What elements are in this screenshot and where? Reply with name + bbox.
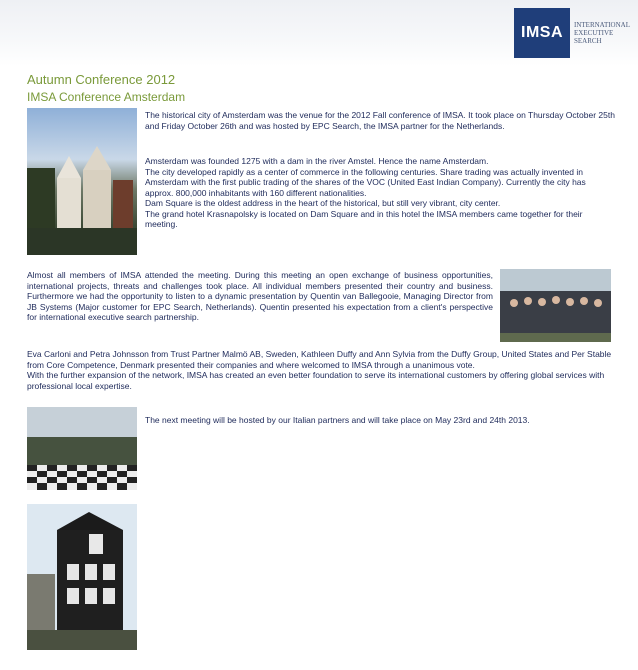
logo-tagline-line: INTERNATIONAL [574, 21, 630, 29]
new-members-paragraph [27, 349, 612, 391]
logo-mark: IMSA [514, 8, 570, 58]
hall-illustration [27, 407, 137, 490]
group-photo [500, 269, 611, 342]
hotel-hall-photo [27, 407, 137, 490]
amsterdam-line: The city developed rapidly as a center of commerce in the following centuries. Share trading was actually invented in Amsterdam with the first public trading of the shares of the VOC (United East Indian Company). Currently the city has approx. 800,000 inhabitants with 160 different nationalities. [145, 166, 586, 198]
new-members-line: Eva Carloni and Petra Johnsson from Trust Partner Malmö AB, Sweden, Kathleen Duffy and Ann Sylvia from the Duffy Group, United States and Per Stable from Core Competence, Denmark presented their companies and where welcomed to IMSA through a unanimous vote. [27, 349, 612, 370]
amsterdam-line: Amsterdam was founded 1275 with a dam in the river Amstel. Hence the name Amsterdam. [145, 156, 489, 166]
page-title: Autumn Conference 2012 [27, 72, 176, 87]
new-members-line: With the further expansion of the network, IMSA has created an even better foundation to serve its international customers by offering global services with professional local expertise. [27, 370, 605, 391]
intro-paragraph: The historical city of Amsterdam was the venue for the 2012 Fall conference of IMSA. It took place on Thursday October 25th and Friday October 26th and was hosted by EPC Search, the IMSA partner for the Netherlands. [145, 110, 615, 131]
amsterdam-paragraph [145, 156, 615, 230]
amsterdam-line: Dam Square is the oldest address in the heart of the historical, but still very vibrant, city center. [145, 198, 501, 208]
page-subtitle: IMSA Conference Amsterdam [27, 90, 186, 104]
amsterdam-houses-photo [27, 108, 137, 255]
meeting-paragraph: Almost all members of IMSA attended the meeting. During this meeting an open exchange of business opportunities, international projects, threats and challenges took place. All individual members presented their country and business. Furthermore we had the opportunity to listen to a dynamic presentation by Quentin van Ballegooie, Managing Director from JB Systems (Major customer for EPC Search, Netherlands). Quentin presented his expectation from a client's perspective for international executive search partnership. [27, 270, 493, 322]
amsterdam-line: The grand hotel Krasnapolsky is located on Dam Square and in this hotel the IMSA members came together for their meeting. [145, 208, 583, 229]
black-house-photo [27, 504, 137, 650]
logo-tagline-line: SEARCH [574, 37, 602, 45]
logo-tagline [570, 8, 630, 58]
imsa-logo[interactable] [514, 8, 632, 58]
black-house-illustration [27, 504, 137, 650]
houses-illustration [27, 108, 137, 255]
logo-tagline-line: EXECUTIVE [574, 29, 614, 37]
next-meeting-paragraph: The next meeting will be hosted by our Italian partners and will take place on May 23rd and 24th 2013. [145, 415, 530, 425]
group-illustration [500, 269, 611, 342]
